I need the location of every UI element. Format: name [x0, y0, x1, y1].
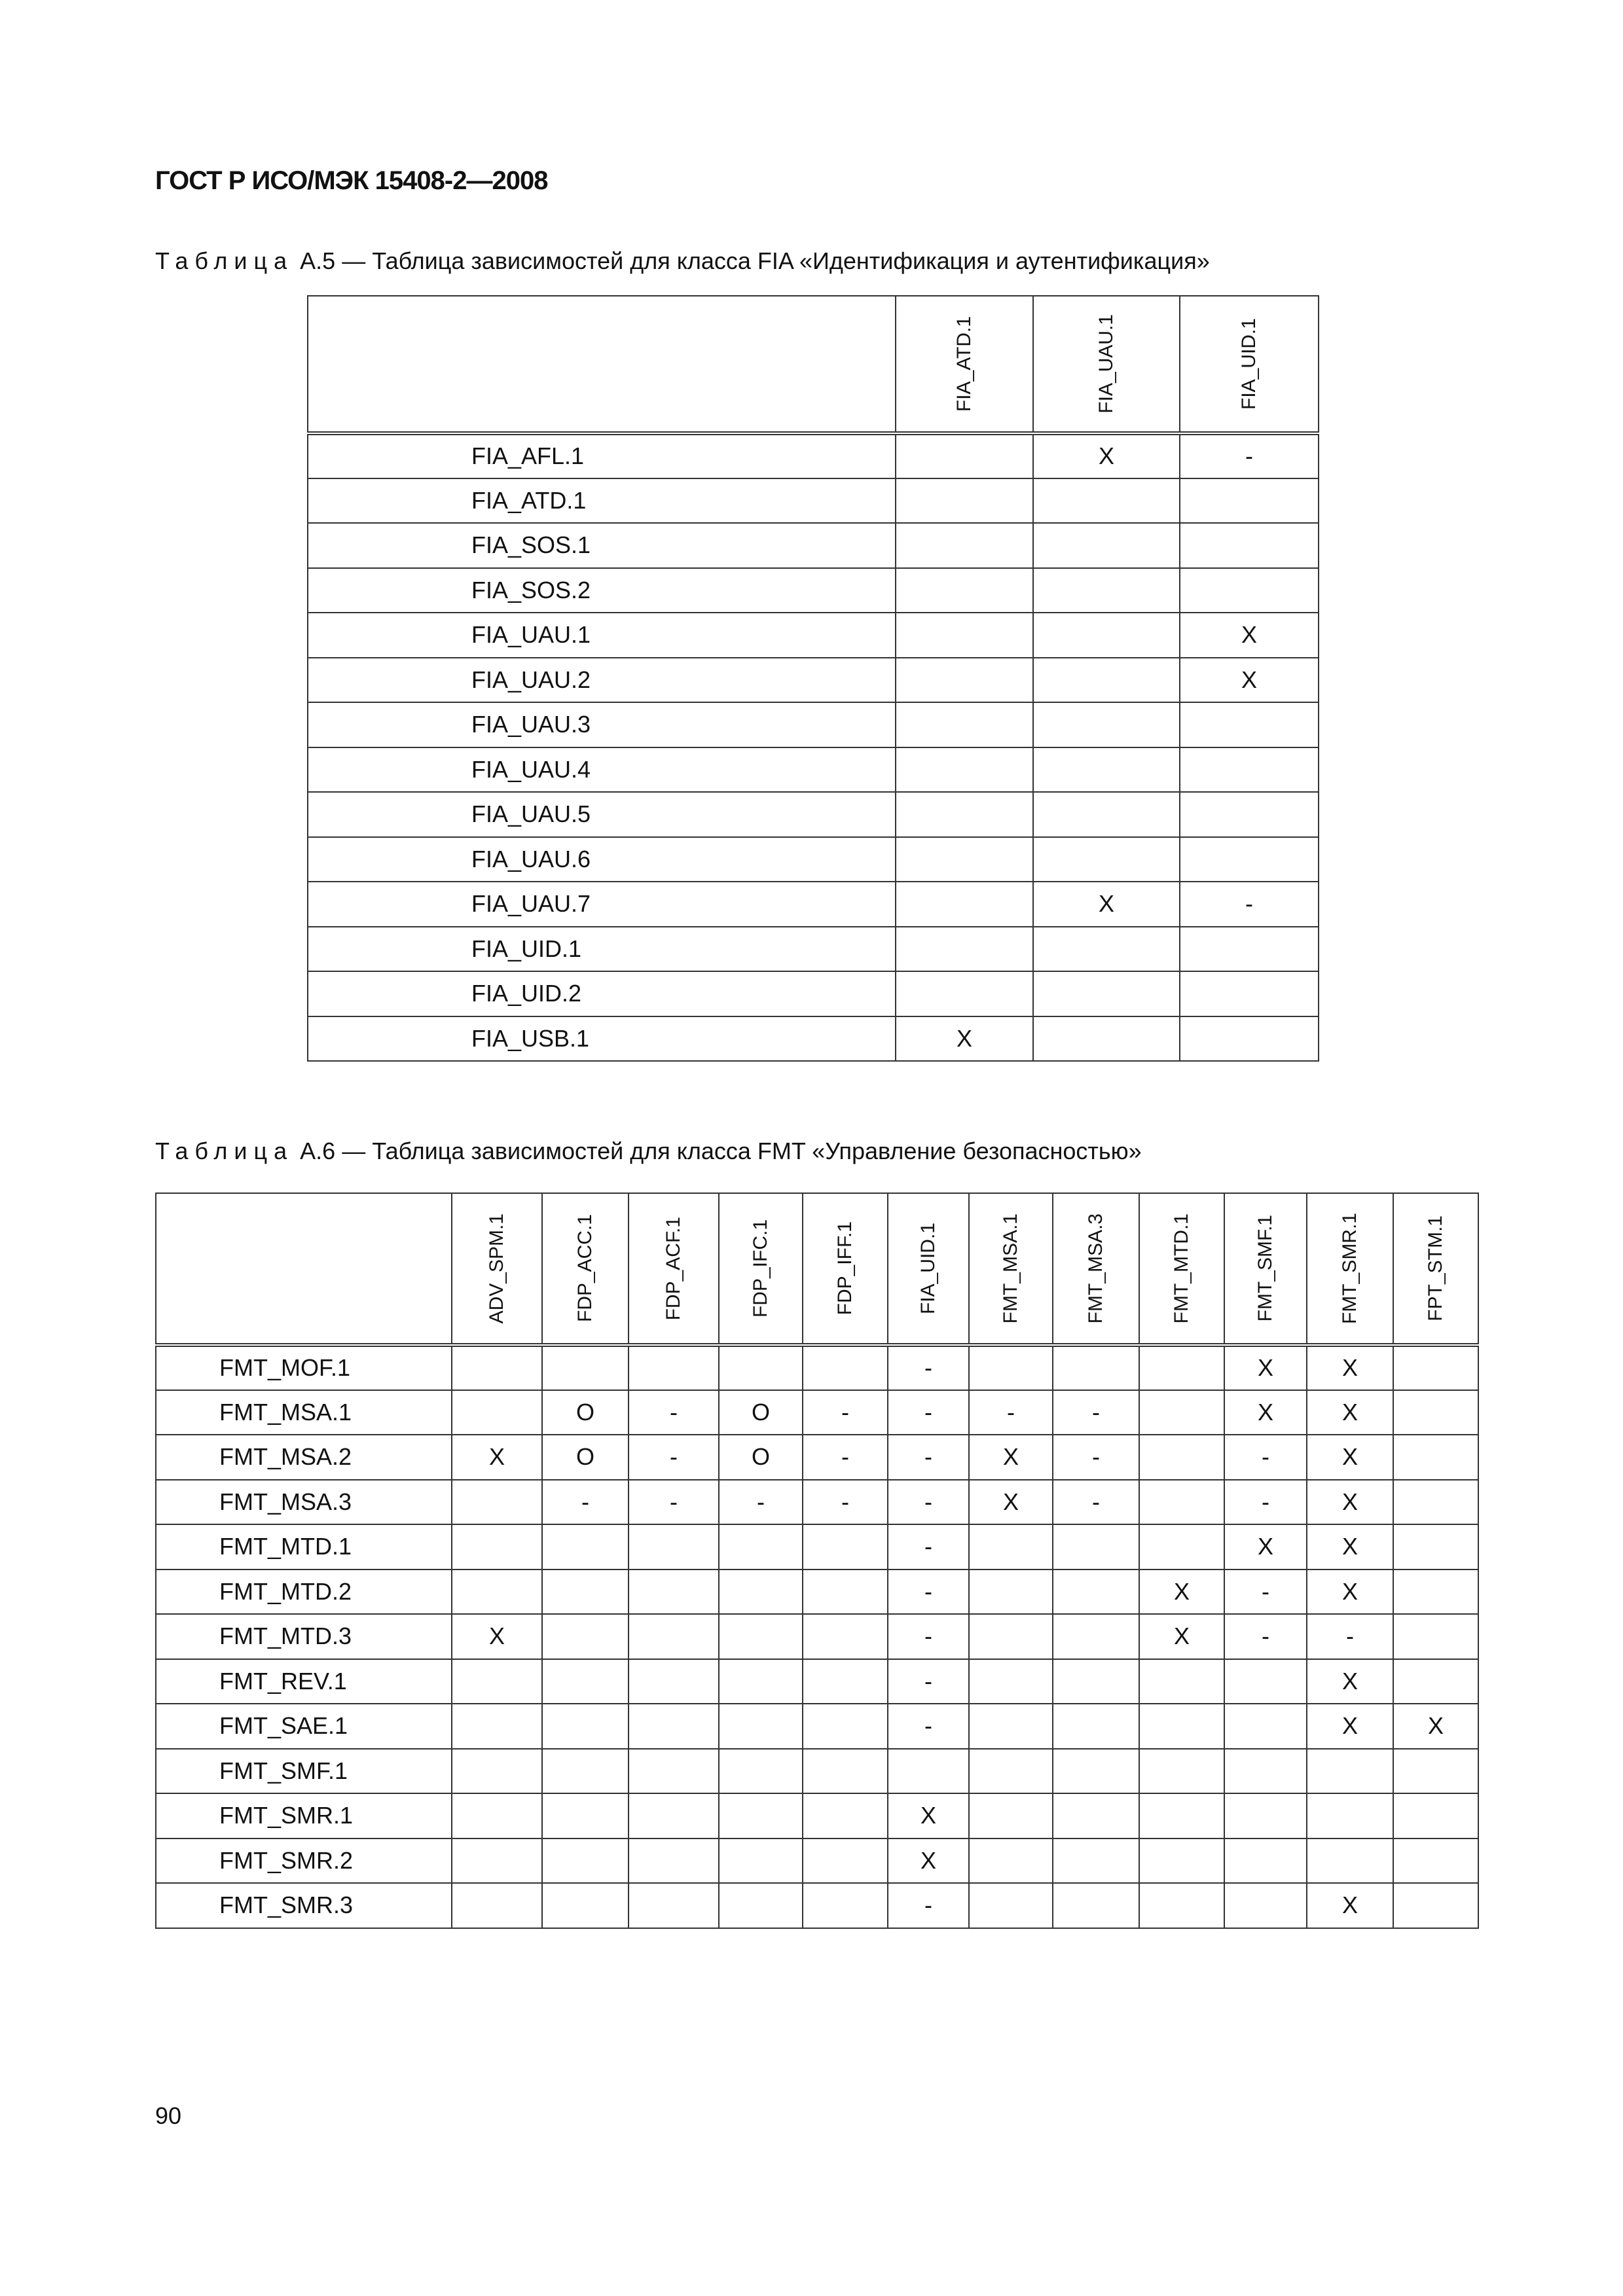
table-a6-dependency-cell	[629, 1883, 719, 1928]
table-a5-row-name: FIA_SOS.2	[308, 568, 896, 613]
table-a6-dependency-cell	[719, 1345, 803, 1390]
table-a6-dependency-cell	[629, 1614, 719, 1659]
table-a6-dependency-cell	[542, 1659, 629, 1704]
table-a6-dependency-cell	[803, 1749, 888, 1794]
table-a5-dependency-cell	[896, 747, 1033, 793]
table-a6-column-label: FDP_ACF.1	[663, 1216, 684, 1321]
table-a6-dependency-cell	[1393, 1883, 1478, 1928]
table-a6-dependency-cell: X	[1393, 1704, 1478, 1749]
table-a6-dependency-cell: -	[1053, 1390, 1139, 1435]
table-a6-dependency-cell	[452, 1883, 542, 1928]
table-a6-dependency-cell	[1139, 1839, 1224, 1884]
table-a6-dependency-cell	[1393, 1570, 1478, 1615]
table-row	[308, 747, 1319, 793]
table-a6-dependency-cell: X	[1307, 1524, 1393, 1570]
table-a6-dependency-cell	[1393, 1749, 1478, 1794]
table-a6-corner-cell	[156, 1193, 452, 1345]
table-a6-dependency-cell: -	[1224, 1480, 1307, 1525]
table-a6-dependency-cell	[629, 1659, 719, 1704]
table-a6-dependency-cell	[719, 1749, 803, 1794]
table-a6-dependency-cell: X	[1139, 1570, 1224, 1615]
table-a6-dependency-cell	[719, 1570, 803, 1615]
table-a5-dependency-cell	[896, 658, 1033, 703]
table-a6-dependency-cell: -	[888, 1659, 969, 1704]
table-a6-dependency-cell	[542, 1345, 629, 1390]
table-row	[308, 882, 1319, 927]
table-a6-dependency-cell: -	[1053, 1435, 1139, 1480]
table-a6-dependency-cell: X	[1307, 1659, 1393, 1704]
table-a6-dependency-cell	[1139, 1704, 1224, 1749]
table-a5-row-name: FIA_UAU.2	[308, 658, 896, 703]
table-a6-dependency-cell	[969, 1524, 1053, 1570]
table-a5-column-label: FIA_ATD.1	[953, 315, 975, 412]
table-a6-dependency-cell	[1307, 1839, 1393, 1884]
table-a6-row-name: FMT_MSA.3	[156, 1480, 452, 1525]
table-a6-dependency-cell: X	[1224, 1524, 1307, 1570]
table-a5-caption	[155, 247, 1210, 275]
table-a6-row-name: FMT_MTD.2	[156, 1570, 452, 1615]
table-a6-column-label: FMT_SMR.1	[1339, 1212, 1360, 1324]
table-a6-dependency-cell	[452, 1793, 542, 1839]
table-a5-dependency-cell	[1180, 837, 1319, 882]
table-a6-column-header	[452, 1193, 542, 1345]
table-a6-caption-word: Таблица	[155, 1138, 294, 1164]
table-row	[308, 837, 1319, 882]
table-a5-corner-cell	[308, 296, 896, 433]
table-a6-body	[156, 1345, 1478, 1928]
table-a6-dependency-cell	[1393, 1614, 1478, 1659]
table-a6-dependency-cell	[542, 1614, 629, 1659]
table-a6-column-header	[1139, 1193, 1224, 1345]
table-a6-column-header	[719, 1193, 803, 1345]
table-a6-dependency-cell	[969, 1883, 1053, 1928]
table-a5-row-name: FIA_USB.1	[308, 1016, 896, 1062]
table-a5-dependency-cell	[1033, 523, 1180, 568]
table-a6-dependency-cell	[719, 1659, 803, 1704]
table-a5-dependency-cell	[896, 478, 1033, 524]
document-header: ГОСТ Р ИСО/МЭК 15408-2—2008	[155, 166, 548, 195]
table-a6-dependency-cell	[542, 1570, 629, 1615]
table-a5-dependency-cell	[896, 568, 1033, 613]
table-a6-dependency-cell	[452, 1524, 542, 1570]
table-a6-column-header	[542, 1193, 629, 1345]
table-a6-dependency-cell	[1393, 1524, 1478, 1570]
table-a5-header	[308, 296, 1319, 433]
table-a6-dependency-cell	[1139, 1390, 1224, 1435]
table-row	[308, 478, 1319, 524]
table-a6	[155, 1193, 1479, 1929]
table-a6-dependency-cell: -	[888, 1524, 969, 1570]
table-a6-column-label: ADV_SPM.1	[486, 1213, 507, 1324]
table-a6-dependency-cell	[1053, 1524, 1139, 1570]
table-a6-dependency-cell	[629, 1839, 719, 1884]
table-a6-dependency-cell: -	[803, 1390, 888, 1435]
table-a5-dependency-cell	[896, 523, 1033, 568]
table-a5-row-name: FIA_AFL.1	[308, 433, 896, 478]
table-a6-dependency-cell	[629, 1704, 719, 1749]
table-row	[308, 568, 1319, 613]
table-a6-dependency-cell	[1307, 1749, 1393, 1794]
table-a5-row-name: FIA_UAU.7	[308, 882, 896, 927]
table-a6-dependency-cell	[888, 1749, 969, 1794]
table-a5-row-name: FIA_UAU.1	[308, 613, 896, 658]
table-a6-dependency-cell	[1053, 1614, 1139, 1659]
table-a6-column-header	[1224, 1193, 1307, 1345]
table-row	[308, 927, 1319, 972]
table-a6-column-header	[629, 1193, 719, 1345]
table-a5-row-name: FIA_UAU.6	[308, 837, 896, 882]
table-row	[308, 1016, 1319, 1062]
table-a5-column-header	[1180, 296, 1319, 433]
table-row	[156, 1749, 1478, 1794]
table-a6-dependency-cell: O	[719, 1435, 803, 1480]
table-row	[308, 658, 1319, 703]
table-a6-dependency-cell	[1393, 1390, 1478, 1435]
table-a6-column-header	[803, 1193, 888, 1345]
table-a6-row-name: FMT_MTD.3	[156, 1614, 452, 1659]
table-a5-dependency-cell: -	[1180, 433, 1319, 478]
table-a6-dependency-cell	[1224, 1704, 1307, 1749]
table-a5-row-name: FIA_UAU.3	[308, 702, 896, 747]
table-a6-dependency-cell	[542, 1839, 629, 1884]
table-a5-dependency-cell	[896, 882, 1033, 927]
table-a6-dependency-cell	[719, 1704, 803, 1749]
table-a5-dependency-cell	[1180, 702, 1319, 747]
table-a6-column-header	[1307, 1193, 1393, 1345]
table-row	[308, 971, 1319, 1016]
table-a6-dependency-cell	[1393, 1659, 1478, 1704]
table-a6-dependency-cell	[452, 1659, 542, 1704]
table-a6-dependency-cell: -	[719, 1480, 803, 1525]
table-a5-dependency-cell: X	[1033, 433, 1180, 478]
table-a6-column-label: FIA_UID.1	[917, 1222, 939, 1315]
table-a5-caption-word: Таблица	[155, 247, 294, 274]
table-a6-dependency-cell	[1393, 1435, 1478, 1480]
table-a6-dependency-cell	[969, 1614, 1053, 1659]
table-a6-dependency-cell	[452, 1390, 542, 1435]
table-a6-dependency-cell	[969, 1704, 1053, 1749]
table-a6-row-name: FMT_SMR.1	[156, 1793, 452, 1839]
table-a6-dependency-cell: O	[542, 1435, 629, 1480]
table-a5-dependency-cell	[896, 837, 1033, 882]
table-a6-column-label: FDP_IFF.1	[834, 1221, 856, 1316]
table-a6-dependency-cell	[1224, 1749, 1307, 1794]
table-a5-dependency-cell	[896, 613, 1033, 658]
table-a5-dependency-cell	[1033, 702, 1180, 747]
table-a6-dependency-cell: X	[1307, 1704, 1393, 1749]
table-a6-dependency-cell	[719, 1883, 803, 1928]
table-a5-dependency-cell	[1180, 971, 1319, 1016]
table-a6-dependency-cell	[803, 1524, 888, 1570]
table-a5-row-name: FIA_UID.1	[308, 927, 896, 972]
table-a6-header	[156, 1193, 1478, 1345]
table-row	[308, 702, 1319, 747]
table-a6-dependency-cell: -	[888, 1704, 969, 1749]
table-a5-dependency-cell	[1033, 971, 1180, 1016]
table-a6-column-header	[1393, 1193, 1478, 1345]
table-a6-dependency-cell: -	[629, 1390, 719, 1435]
page-number: 90	[155, 2102, 182, 2129]
table-a6-dependency-cell: -	[888, 1390, 969, 1435]
table-a6-dependency-cell	[1053, 1570, 1139, 1615]
table-a6-row-name: FMT_SMF.1	[156, 1749, 452, 1794]
table-a6-column-label: FPT_STM.1	[1425, 1215, 1446, 1321]
table-a6-dependency-cell	[1053, 1704, 1139, 1749]
table-a6-row-name: FMT_MSA.1	[156, 1390, 452, 1435]
table-a5-column-header	[1033, 296, 1180, 433]
table-a6-row-name: FMT_MTD.1	[156, 1524, 452, 1570]
table-a6-dependency-cell: -	[1224, 1614, 1307, 1659]
table-row	[156, 1390, 1478, 1435]
table-a6-dependency-cell	[452, 1480, 542, 1525]
table-a6-dependency-cell: -	[629, 1435, 719, 1480]
table-a6-dependency-cell	[1224, 1883, 1307, 1928]
table-a6-column-label: FDP_ACC.1	[574, 1214, 596, 1323]
table-a6-dependency-cell	[1139, 1345, 1224, 1390]
table-a6-dependency-cell	[719, 1793, 803, 1839]
table-row	[308, 792, 1319, 837]
table-a6-dependency-cell	[1224, 1659, 1307, 1704]
table-a6-dependency-cell: X	[1307, 1435, 1393, 1480]
table-a5-row-name: FIA_UAU.4	[308, 747, 896, 793]
table-a6-dependency-cell: -	[1224, 1570, 1307, 1615]
table-a6-dependency-cell	[452, 1345, 542, 1390]
table-a6-dependency-cell	[803, 1704, 888, 1749]
table-a6-dependency-cell	[452, 1749, 542, 1794]
table-a6-dependency-cell	[1307, 1793, 1393, 1839]
table-a5-dependency-cell: X	[896, 1016, 1033, 1062]
table-a6-row-name: FMT_MSA.2	[156, 1435, 452, 1480]
table-a6-caption	[155, 1138, 1142, 1165]
table-row	[156, 1345, 1478, 1390]
table-a6-dependency-cell: -	[888, 1435, 969, 1480]
table-a6-dependency-cell	[803, 1659, 888, 1704]
table-a6-dependency-cell: -	[803, 1480, 888, 1525]
table-row	[156, 1614, 1478, 1659]
table-a5-dependency-cell	[1180, 478, 1319, 524]
table-a6-dependency-cell: X	[1224, 1345, 1307, 1390]
table-a6-dependency-cell: -	[629, 1480, 719, 1525]
table-a5-dependency-cell	[896, 971, 1033, 1016]
table-a6-dependency-cell	[1393, 1480, 1478, 1525]
table-a5-dependency-cell	[1033, 478, 1180, 524]
table-a6-dependency-cell: O	[719, 1390, 803, 1435]
table-a6-dependency-cell	[1224, 1839, 1307, 1884]
table-a6-dependency-cell	[803, 1883, 888, 1928]
table-a6-dependency-cell	[1053, 1345, 1139, 1390]
table-a6-dependency-cell	[1139, 1749, 1224, 1794]
table-row	[156, 1570, 1478, 1615]
table-a5-caption-text: А.5 — Таблица зависимостей для класса FIA «Идентификация и аутентификация»	[293, 247, 1210, 274]
table-a6-dependency-cell	[1393, 1345, 1478, 1390]
table-a5-dependency-cell	[896, 792, 1033, 837]
table-a5-dependency-cell	[896, 927, 1033, 972]
table-a6-column-label: FMT_MSA.3	[1085, 1213, 1106, 1324]
table-row	[156, 1659, 1478, 1704]
table-row	[156, 1704, 1478, 1749]
table-a5-dependency-cell	[1180, 792, 1319, 837]
table-a6-dependency-cell	[969, 1659, 1053, 1704]
table-a6-column-header	[969, 1193, 1053, 1345]
table-a6-dependency-cell: -	[1224, 1435, 1307, 1480]
table-a6-dependency-cell	[1139, 1435, 1224, 1480]
table-a6-dependency-cell: X	[969, 1480, 1053, 1525]
table-a5-column-header	[896, 296, 1033, 433]
table-a6-dependency-cell: -	[888, 1883, 969, 1928]
table-a6-dependency-cell	[1139, 1524, 1224, 1570]
table-a6-dependency-cell	[1393, 1839, 1478, 1884]
table-a5-dependency-cell	[1033, 568, 1180, 613]
table-a6-dependency-cell	[803, 1839, 888, 1884]
table-a6-column-label: FMT_SMF.1	[1254, 1215, 1276, 1322]
table-a6-dependency-cell	[719, 1614, 803, 1659]
table-a6-row-name: FMT_SMR.2	[156, 1839, 452, 1884]
table-a5-dependency-cell	[1033, 792, 1180, 837]
table-a6-dependency-cell	[803, 1614, 888, 1659]
table-a6-dependency-cell	[969, 1345, 1053, 1390]
table-a6-dependency-cell	[969, 1839, 1053, 1884]
table-a6-column-label: FMT_MSA.1	[1000, 1213, 1021, 1324]
table-a5-column-label: FIA_UID.1	[1238, 317, 1260, 410]
table-a6-dependency-cell	[1053, 1839, 1139, 1884]
table-row	[156, 1883, 1478, 1928]
table-a5-row-name: FIA_UID.2	[308, 971, 896, 1016]
table-a5-dependency-cell	[1033, 658, 1180, 703]
table-a5-dependency-cell	[1033, 927, 1180, 972]
table-a6-dependency-cell	[969, 1570, 1053, 1615]
table-a6-dependency-cell: X	[888, 1793, 969, 1839]
table-a6-dependency-cell	[452, 1839, 542, 1884]
table-row	[308, 433, 1319, 478]
table-a6-dependency-cell: -	[888, 1614, 969, 1659]
table-a6-dependency-cell	[1053, 1883, 1139, 1928]
table-a6-dependency-cell: -	[542, 1480, 629, 1525]
table-a6-column-header	[888, 1193, 969, 1345]
table-a6-dependency-cell	[629, 1570, 719, 1615]
table-a6-row-name: FMT_REV.1	[156, 1659, 452, 1704]
table-a6-dependency-cell: X	[1224, 1390, 1307, 1435]
table-a6-dependency-cell	[969, 1793, 1053, 1839]
table-a5-dependency-cell	[896, 702, 1033, 747]
table-a5-dependency-cell	[1180, 747, 1319, 793]
table-a6-dependency-cell: O	[542, 1390, 629, 1435]
table-a5-row-name: FIA_ATD.1	[308, 478, 896, 524]
table-a5-column-label: FIA_UAU.1	[1095, 314, 1117, 414]
table-a6-dependency-cell: X	[452, 1435, 542, 1480]
table-a6-dependency-cell	[452, 1704, 542, 1749]
table-a5	[307, 295, 1319, 1062]
table-a6-dependency-cell	[1224, 1793, 1307, 1839]
table-a6-column-label: FMT_MTD.1	[1171, 1213, 1192, 1324]
table-a6-row-name: FMT_SAE.1	[156, 1704, 452, 1749]
table-a5-body	[308, 433, 1319, 1061]
table-a6-dependency-cell	[1053, 1793, 1139, 1839]
table-a5-dependency-cell	[1033, 613, 1180, 658]
table-a6-dependency-cell: -	[969, 1390, 1053, 1435]
table-a6-dependency-cell: X	[452, 1614, 542, 1659]
table-a6-dependency-cell	[803, 1570, 888, 1615]
table-a5-dependency-cell	[1180, 927, 1319, 972]
table-a6-dependency-cell	[969, 1749, 1053, 1794]
table-a6-dependency-cell	[1393, 1793, 1478, 1839]
table-row	[308, 523, 1319, 568]
table-a6-row-name: FMT_MOF.1	[156, 1345, 452, 1390]
table-a5-dependency-cell: X	[1180, 658, 1319, 703]
table-a5-dependency-cell	[896, 433, 1033, 478]
table-a6-dependency-cell: -	[888, 1345, 969, 1390]
table-row	[156, 1480, 1478, 1525]
table-a6-dependency-cell: X	[1307, 1570, 1393, 1615]
table-a5-dependency-cell	[1033, 837, 1180, 882]
table-a5-dependency-cell: X	[1033, 882, 1180, 927]
table-a6-dependency-cell: X	[1139, 1614, 1224, 1659]
table-a6-column-header	[1053, 1193, 1139, 1345]
table-a6-dependency-cell: -	[1307, 1614, 1393, 1659]
table-a6-dependency-cell	[542, 1704, 629, 1749]
table-row	[156, 1793, 1478, 1839]
table-a6-dependency-cell	[1053, 1659, 1139, 1704]
table-a6-dependency-cell: -	[888, 1570, 969, 1615]
table-a5-dependency-cell: X	[1180, 613, 1319, 658]
table-a6-dependency-cell	[719, 1524, 803, 1570]
table-a6-dependency-cell: -	[803, 1435, 888, 1480]
table-a5-dependency-cell	[1180, 523, 1319, 568]
table-a6-dependency-cell	[1139, 1480, 1224, 1525]
table-a6-dependency-cell: X	[1307, 1345, 1393, 1390]
table-a6-dependency-cell	[629, 1524, 719, 1570]
table-a5-dependency-cell	[1180, 568, 1319, 613]
table-a6-dependency-cell	[542, 1749, 629, 1794]
table-a6-dependency-cell: X	[1307, 1480, 1393, 1525]
table-a6-dependency-cell: X	[1307, 1883, 1393, 1928]
table-a6-dependency-cell	[1139, 1659, 1224, 1704]
table-a6-dependency-cell	[629, 1793, 719, 1839]
table-a6-dependency-cell: X	[969, 1435, 1053, 1480]
table-a6-dependency-cell	[542, 1524, 629, 1570]
table-a6-dependency-cell	[542, 1883, 629, 1928]
table-a5-dependency-cell: -	[1180, 882, 1319, 927]
table-a6-dependency-cell: X	[1307, 1390, 1393, 1435]
table-a6-dependency-cell	[1053, 1749, 1139, 1794]
table-a6-dependency-cell: X	[888, 1839, 969, 1884]
table-a5-dependency-cell	[1033, 1016, 1180, 1062]
table-a5-row-name: FIA_UAU.5	[308, 792, 896, 837]
table-a6-dependency-cell	[629, 1749, 719, 1794]
table-a6-row-name: FMT_SMR.3	[156, 1883, 452, 1928]
table-a6-dependency-cell	[803, 1793, 888, 1839]
table-row	[156, 1839, 1478, 1884]
table-a6-dependency-cell	[452, 1570, 542, 1615]
table-a6-dependency-cell: -	[1053, 1480, 1139, 1525]
table-a6-dependency-cell	[542, 1793, 629, 1839]
table-row	[156, 1524, 1478, 1570]
table-a5-row-name: FIA_SOS.1	[308, 523, 896, 568]
table-a6-dependency-cell	[1139, 1793, 1224, 1839]
table-a6-dependency-cell	[1139, 1883, 1224, 1928]
table-a6-dependency-cell	[803, 1345, 888, 1390]
table-a6-dependency-cell	[629, 1345, 719, 1390]
table-a6-column-label: FDP_IFC.1	[750, 1219, 771, 1318]
table-row	[308, 613, 1319, 658]
table-row	[156, 1435, 1478, 1480]
table-a5-dependency-cell	[1033, 747, 1180, 793]
table-a6-dependency-cell: -	[888, 1480, 969, 1525]
table-a6-dependency-cell	[719, 1839, 803, 1884]
table-a5-dependency-cell	[1180, 1016, 1319, 1062]
table-a6-caption-text: А.6 — Таблица зависимостей для класса FMT «Управление безопасностью»	[293, 1138, 1142, 1164]
